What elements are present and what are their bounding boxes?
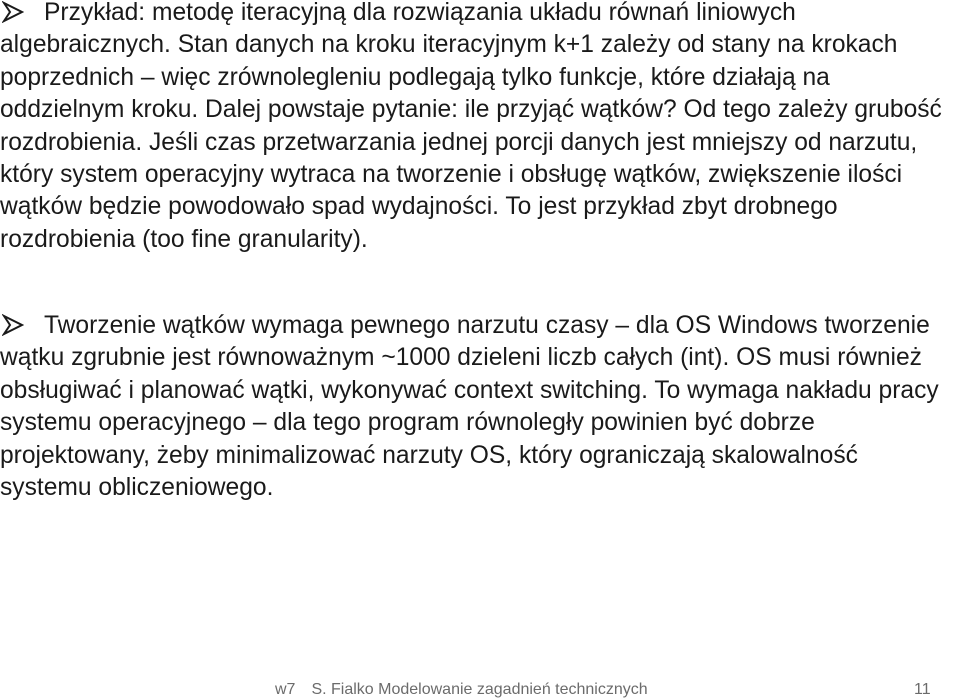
footer-left [275, 680, 648, 700]
arrowhead-outline-icon [0, 314, 44, 336]
bullet-item [0, 310, 948, 504]
page-number: 11 [914, 681, 931, 698]
bullet-text: Tworzenie wątków wymaga pewnego narzutu czasy – dla OS Windows tworzenie wątku zgrubnie jest równoważnym ~1000 dzieleni liczb całych (int). OS musi również obsługiwać i planować wątki, wykonywać context switching. To wymaga nakładu pracy systemu operacyjnego – dla tego program równoległy powinien być dobrze projektowany, żeby minimalizować narzuty OS, który ograniczają skalowalność systemu obliczeniowego. [0, 312, 939, 502]
slide-footer [0, 680, 959, 700]
bullet-item [0, 0, 948, 256]
footer-title: S. Fialko Modelowanie zagadnień technicznych [311, 681, 648, 698]
arrowhead-outline-icon [0, 1, 44, 23]
bullet-text: Przykład: metodę iteracyjną dla rozwiązania układu równań liniowych algebraicznych. Stan danych na kroku iteracyjnym k+1 zależy od stany na krokach poprzednich – więc zrównolegleniu podlegają tylko funkcje, które działają na oddzielnym kroku. Dalej powstaje pytanie: ile przyjąć wątków? Od tego zależy grubość rozdrobienia. Jeśli czas przetwarzania jednej porcji danych jest mniejszy od narzutu, który system operacyjny wytraca na tworzenie i obsługę wątków, zwiększenie ilości wątków będzie powodowało spad wydajności. To jest przykład zbyt drobnego rozdrobienia (too fine granularity). [0, 0, 942, 253]
footer-code: w7 [275, 681, 296, 698]
